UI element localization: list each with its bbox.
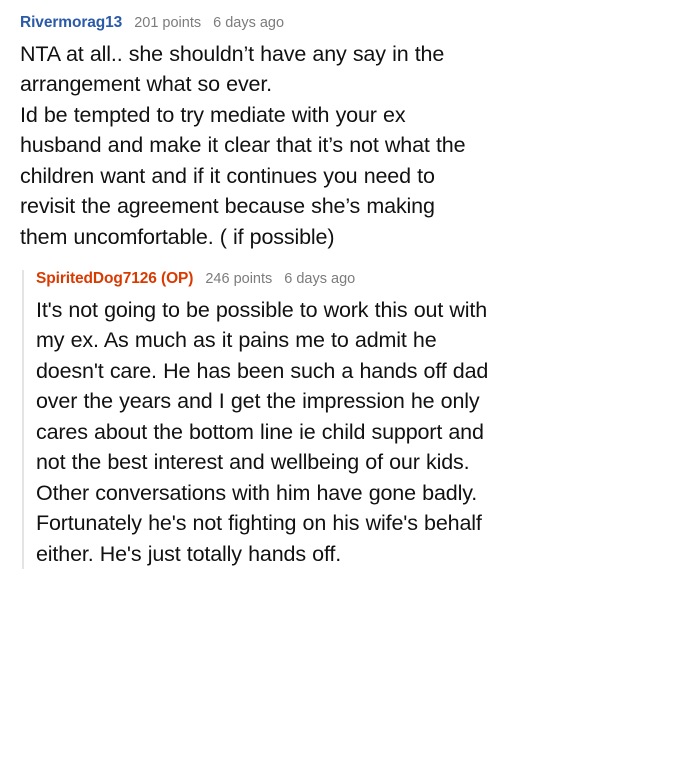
- comment-line: not the best interest and wellbeing of our kids.: [36, 450, 470, 475]
- comment-author-op[interactable]: SpiritedDog7126 (OP): [36, 270, 194, 288]
- comment-line: them uncomfortable. ( if possible): [20, 224, 335, 249]
- comment-line: It's not going to be possible to work this out with: [36, 297, 488, 322]
- comment-meta: [20, 14, 682, 33]
- comment-line: Fortunately he's not fighting on his wife's behalf: [36, 511, 482, 536]
- comment-line: doesn't care. He has been such a hands off dad: [36, 358, 489, 383]
- comment-line: husband and make it clear that it’s not what the: [20, 133, 466, 158]
- comment-line: revisit the agreement because she’s making: [20, 194, 435, 219]
- comment-body: [36, 295, 682, 570]
- comment-line: children want and if it continues you need to: [20, 163, 435, 188]
- comment-body: [20, 39, 682, 253]
- comment-item: [20, 14, 682, 252]
- comment-timestamp: 6 days ago: [284, 271, 356, 288]
- comment-points: 201 points: [134, 15, 202, 31]
- comment-line: Other conversations with him have gone badly.: [36, 480, 478, 505]
- comment-author[interactable]: Rivermorag13: [20, 14, 123, 31]
- comment-line: cares about the bottom line ie child support and: [36, 419, 484, 444]
- comment-meta: [36, 270, 682, 289]
- comment-line: my ex. As much as it pains me to admit he: [36, 328, 437, 353]
- comment-line: Id be tempted to try mediate with your ex: [20, 102, 406, 127]
- comment-line: NTA at all.. she shouldn’t have any say in the: [20, 41, 445, 66]
- comment-item-reply: [22, 270, 682, 569]
- comment-points: 246 points: [205, 271, 273, 288]
- comment-timestamp: 6 days ago: [213, 15, 285, 31]
- comment-line: either. He's just totally hands off.: [36, 541, 342, 566]
- comment-line: arrangement what so ever.: [20, 72, 273, 97]
- comment-line: over the years and I get the impression he only: [36, 389, 480, 414]
